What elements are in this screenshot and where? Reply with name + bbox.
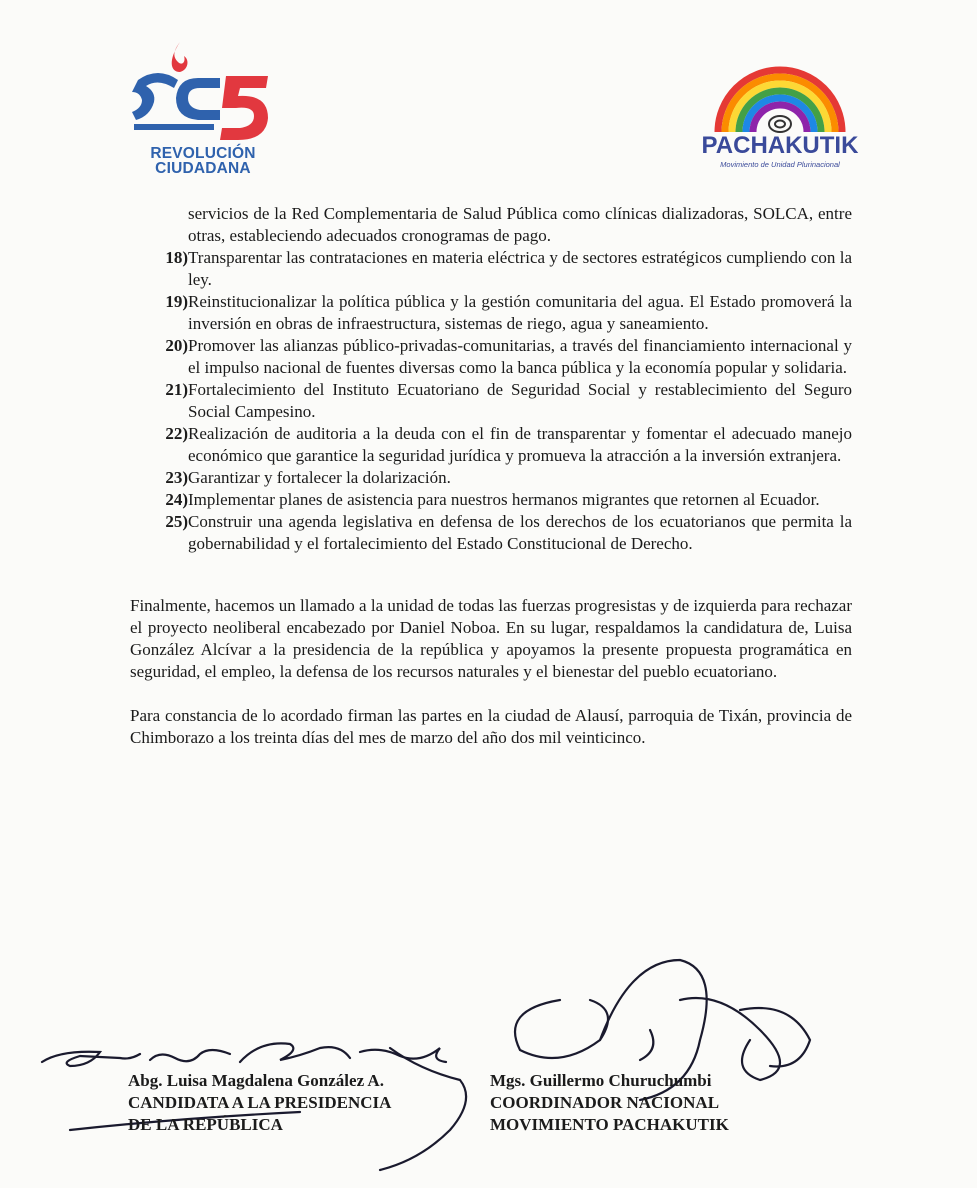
pachakutik-subtitle: Movimiento de Unidad Plurinacional xyxy=(720,160,840,169)
right-signer-title2: MOVIMIENTO PACHAKUTIK xyxy=(490,1115,729,1134)
right-signer-name: Mgs. Guillermo Churuchumbi xyxy=(490,1071,712,1090)
list-item xyxy=(130,379,852,423)
item-text: Garantizar y fortalecer la dolarización. xyxy=(188,468,451,487)
item-text: Implementar planes de asistencia para nuestros hermanos migrantes que retornen al Ecuador. xyxy=(188,490,820,509)
item-continuation: servicios de la Red Complementaria de Salud Pública como clínicas dializadoras, SOLCA, entre otras, estableciendo adecuados cronogramas de pago. xyxy=(188,204,852,245)
right-signature-block xyxy=(490,1070,729,1136)
item-text: Transparentar las contrataciones en materia eléctrica y de sectores estratégicos cumpliendo con la ley. xyxy=(188,248,852,289)
left-signer-title1: CANDIDATA A LA PRESIDENCIA xyxy=(128,1093,392,1112)
item-number: 23) xyxy=(165,468,188,487)
list-item xyxy=(130,291,852,335)
item-number: 19) xyxy=(165,292,188,311)
rc-wordmark-line1: REVOLUCIÓN xyxy=(150,145,256,162)
item-number: 18) xyxy=(165,248,188,267)
list-item xyxy=(130,511,852,555)
revolucion-ciudadana-wordmark xyxy=(128,146,278,176)
document-body xyxy=(130,203,852,749)
list-item xyxy=(130,467,852,489)
item-text: Reinstitucionalizar la política pública y la gestión comunitaria del agua. El Estado promoverá la inversión en obras de infraestructura, sistemas de riego, agua y saneamiento. xyxy=(188,292,852,333)
left-signer-title2: DE LA REPÚBLICA xyxy=(128,1115,283,1134)
signing-paragraph: Para constancia de lo acordado firman las partes en la ciudad de Alausí, parroquia de Tixán, provincia de Chimborazo a los treinta días del mes de marzo del año dos mil veinticinco. xyxy=(130,706,852,747)
right-signer-title1: COORDINADOR NACIONAL xyxy=(490,1093,720,1112)
item-text: Construir una agenda legislativa en defensa de los derechos de los ecuatorianos que permita la gobernabilidad y el fortalecimiento del Estado Constitucional de Derecho. xyxy=(188,512,852,553)
item-text: Realización de auditoria a la deuda con el fin de transparentar y fomentar el adecuado manejo económico que garantice la seguridad jurídica y promueva la atracción a la inversión extranjera. xyxy=(188,424,852,465)
list-item xyxy=(130,335,852,379)
list-item xyxy=(130,489,852,511)
list-item xyxy=(130,423,852,467)
item-number: 20) xyxy=(165,336,188,355)
left-signer-name: Abg. Luisa Magdalena González A. xyxy=(128,1071,384,1090)
pachakutik-wordmark: PACHAKUTIK xyxy=(701,132,859,159)
list-item xyxy=(130,247,852,291)
rc-wordmark-line2: CIUDADANA xyxy=(155,160,251,177)
item-number: 21) xyxy=(165,380,188,399)
item-text: Fortalecimiento del Instituto Ecuatoriano de Seguridad Social y restablecimiento del Seguro Social Campesino. xyxy=(188,380,852,421)
left-signature-block xyxy=(128,1070,391,1136)
item-number: 25) xyxy=(165,512,188,531)
item-text: Promover las alianzas público-privadas-comunitarias, a través del financiamiento internacional y el impulso nacional de fuentes diversas como la banca pública y la economía popular y solidaria. xyxy=(188,336,852,377)
item-number: 24) xyxy=(165,490,188,509)
item-number: 22) xyxy=(165,424,188,443)
closing-paragraph: Finalmente, hacemos un llamado a la unidad de todas las fuerzas progresistas y de izquierda para rechazar el proyecto neoliberal encabezado por Daniel Noboa. En su lugar, respaldamos la candidatura de, Luisa González Alcívar a la presidencia de la república y apoyamos la presente propuesta programática en seguridad, el empleo, la defensa de los recursos naturales y el bienestar del pueblo ecuatoriano. xyxy=(130,596,852,681)
